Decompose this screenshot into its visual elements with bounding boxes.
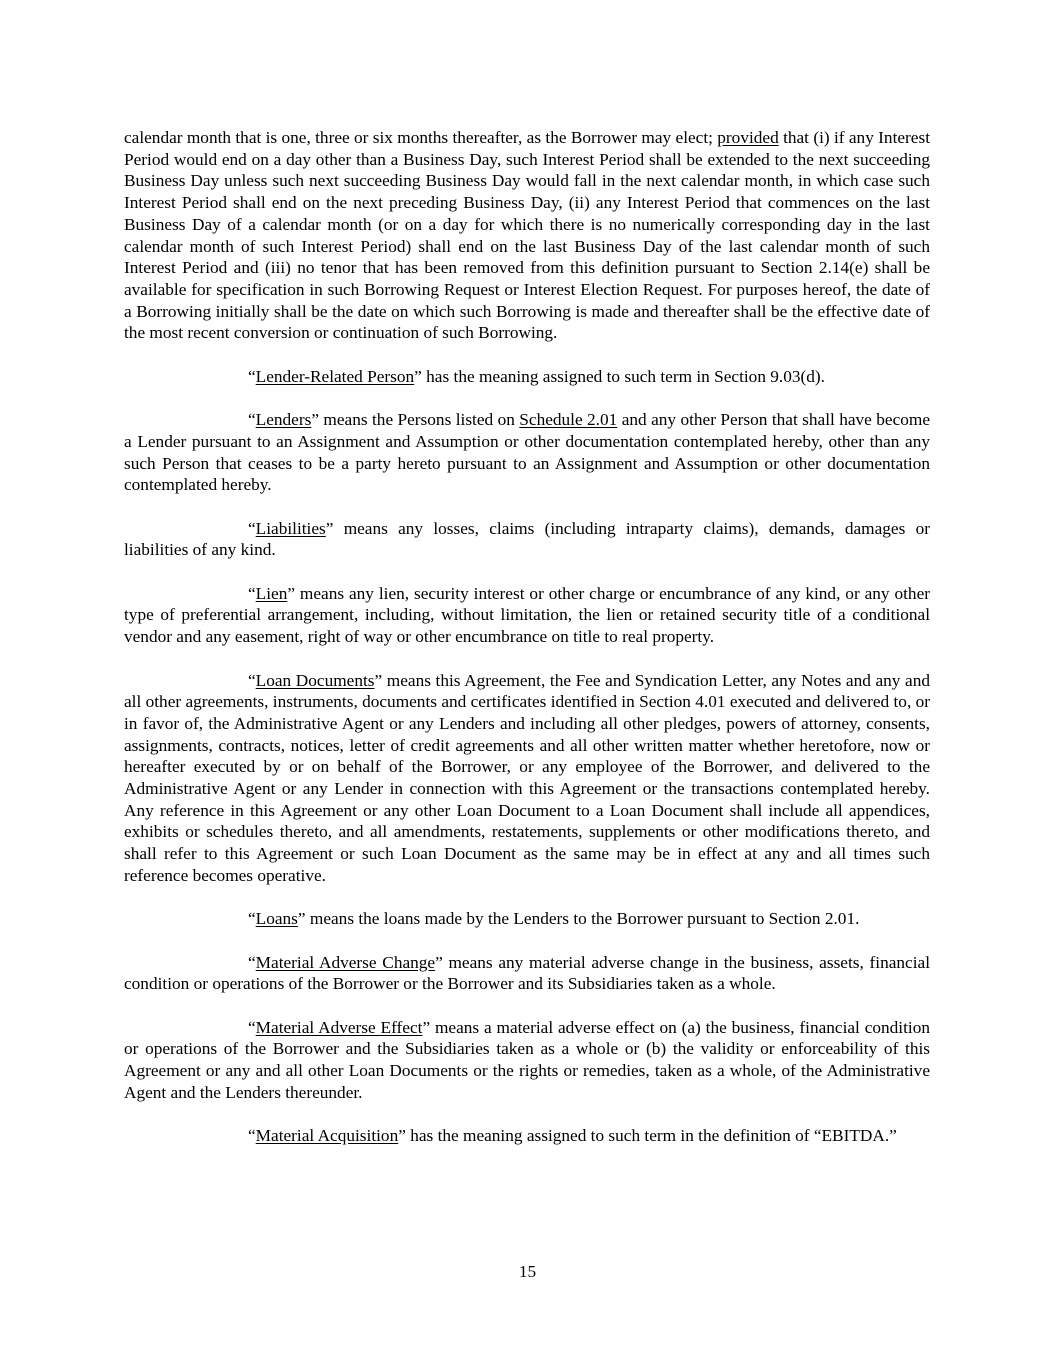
text-run: “ xyxy=(248,583,256,603)
defined-term: Lender-Related Person xyxy=(255,366,415,386)
text-run: ” has the meaning assigned to such term in Section 9.03(d). xyxy=(414,366,825,386)
defined-term: Material Adverse Change xyxy=(255,952,436,972)
defined-term-provided: provided xyxy=(717,128,779,147)
definition-lenders xyxy=(124,409,930,496)
page-number: 15 xyxy=(518,1262,537,1281)
document-body xyxy=(124,127,930,1169)
definition-loans xyxy=(124,908,930,930)
text-run: “ xyxy=(248,952,256,972)
definition-lien xyxy=(124,583,930,648)
definition-material-adverse-effect xyxy=(124,1017,930,1104)
definition-material-acquisition xyxy=(124,1125,930,1147)
text-run: ” means the loans made by the Lenders to the Borrower pursuant to Section 2.01. xyxy=(297,909,860,929)
text-run: “ xyxy=(248,670,256,690)
text-run: ” means any lien, security interest or other charge or encumbrance of any kind, or any other type of preferential arrangement, including, without limitation, the lien or retained security title of a conditional vendor and any easement, right of way or other encumbrance on title to real property. xyxy=(124,583,930,647)
text-run: that (i) if any Interest Period would end on a day other than a Business Day, such Interest Period shall be extended to the next succeeding Business Day unless such next succeeding Business Day would fall in the next calendar month, in which case such Interest Period shall end on the next preceding Business Day, (ii) any Interest Period that commences on the last Business Day of a calendar month (or on a day for which there is no numerically corresponding day in the last calendar month of such Interest Period) shall end on the last Business Day of the last calendar month of such Interest Period and (iii) no tenor that has been removed from this definition pursuant to Section 2.14(e) shall be available for specification in such Borrowing Request or Interest Election Request. For purposes hereof, the date of a Borrowing initially shall be the date on which such Borrowing is made and thereafter shall be the effective date of the most recent conversion or continuation of such Borrowing. xyxy=(124,128,930,343)
defined-term: Lenders xyxy=(255,410,312,430)
text-run: “ xyxy=(248,410,256,430)
defined-term: Loans xyxy=(255,909,298,929)
paragraph-interest-period-continued xyxy=(124,127,930,344)
defined-term: Liabilities xyxy=(255,518,326,538)
text-run: ” has the meaning assigned to such term in the definition of “EBITDA.” xyxy=(398,1126,897,1146)
text-run: ” means any material adverse change in the business, assets, financial condition or operations of the Borrower or the Borrower and its Subsidiaries taken as a whole. xyxy=(124,952,931,994)
text-run: ” means a material adverse effect on (a) the business, financial condition or operations of the Borrower and the Subsidiaries taken as a whole or (b) the validity or enforceability of this Agreement or any and all other Loan Documents or the rights or remedies, taken as a whole, of the Administrative Agent and the Lenders thereunder. xyxy=(124,1017,930,1102)
schedule-reference: Schedule 2.01 xyxy=(519,410,618,430)
definition-lender-related-person xyxy=(124,366,930,388)
text-run: “ xyxy=(248,1126,256,1146)
text-run: and any other Person that shall have become a Lender pursuant to an Assignment and Assumption or other documentation contemplated hereby, other than any such Person that ceases to be a party hereto pursuant to an Assignment and Assumption or other documentation contemplated hereby. xyxy=(124,410,930,495)
text-run: ” means any losses, claims (including intraparty claims), demands, damages or liabilities of any kind. xyxy=(124,518,930,560)
text-run: ” means this Agreement, the Fee and Syndication Letter, any Notes and any and all other agreements, instruments, documents and certificates identified in Section 4.01 executed and delivered to, or in favor of, the Administrative Agent or any Lenders and including all other pledges, powers of attorney, consents, assignments, contracts, notices, letter of credit agreements and all other written matter whether heretofore, now or hereafter executed by or on behalf of the Borrower, or any employee of the Borrower, and delivered to the Administrative Agent or any Lender in connection with this Agreement or the transactions contemplated hereby. Any reference in this Agreement or any other Loan Document to a Loan Document shall include all appendices, exhibits or schedules thereto, and all amendments, restatements, supplements or other modifications thereto, and shall refer to this Agreement or such Loan Document as the same may be in effect at any and all times such reference becomes operative. xyxy=(124,670,930,885)
text-run: calendar month that is one, three or six months thereafter, as the Borrower may elect; xyxy=(124,128,718,147)
defined-term: Loan Documents xyxy=(255,670,375,690)
text-run: “ xyxy=(248,518,256,538)
defined-term: Material Acquisition xyxy=(255,1126,399,1146)
definition-material-adverse-change xyxy=(124,952,930,995)
text-run: ” means the Persons listed on xyxy=(311,410,520,430)
text-run: “ xyxy=(248,366,256,386)
definition-liabilities xyxy=(124,518,930,561)
text-run: “ xyxy=(248,1017,256,1037)
text-run: “ xyxy=(248,909,256,929)
defined-term: Lien xyxy=(255,583,288,603)
defined-term: Material Adverse Effect xyxy=(255,1017,423,1037)
definition-loan-documents xyxy=(124,670,930,887)
